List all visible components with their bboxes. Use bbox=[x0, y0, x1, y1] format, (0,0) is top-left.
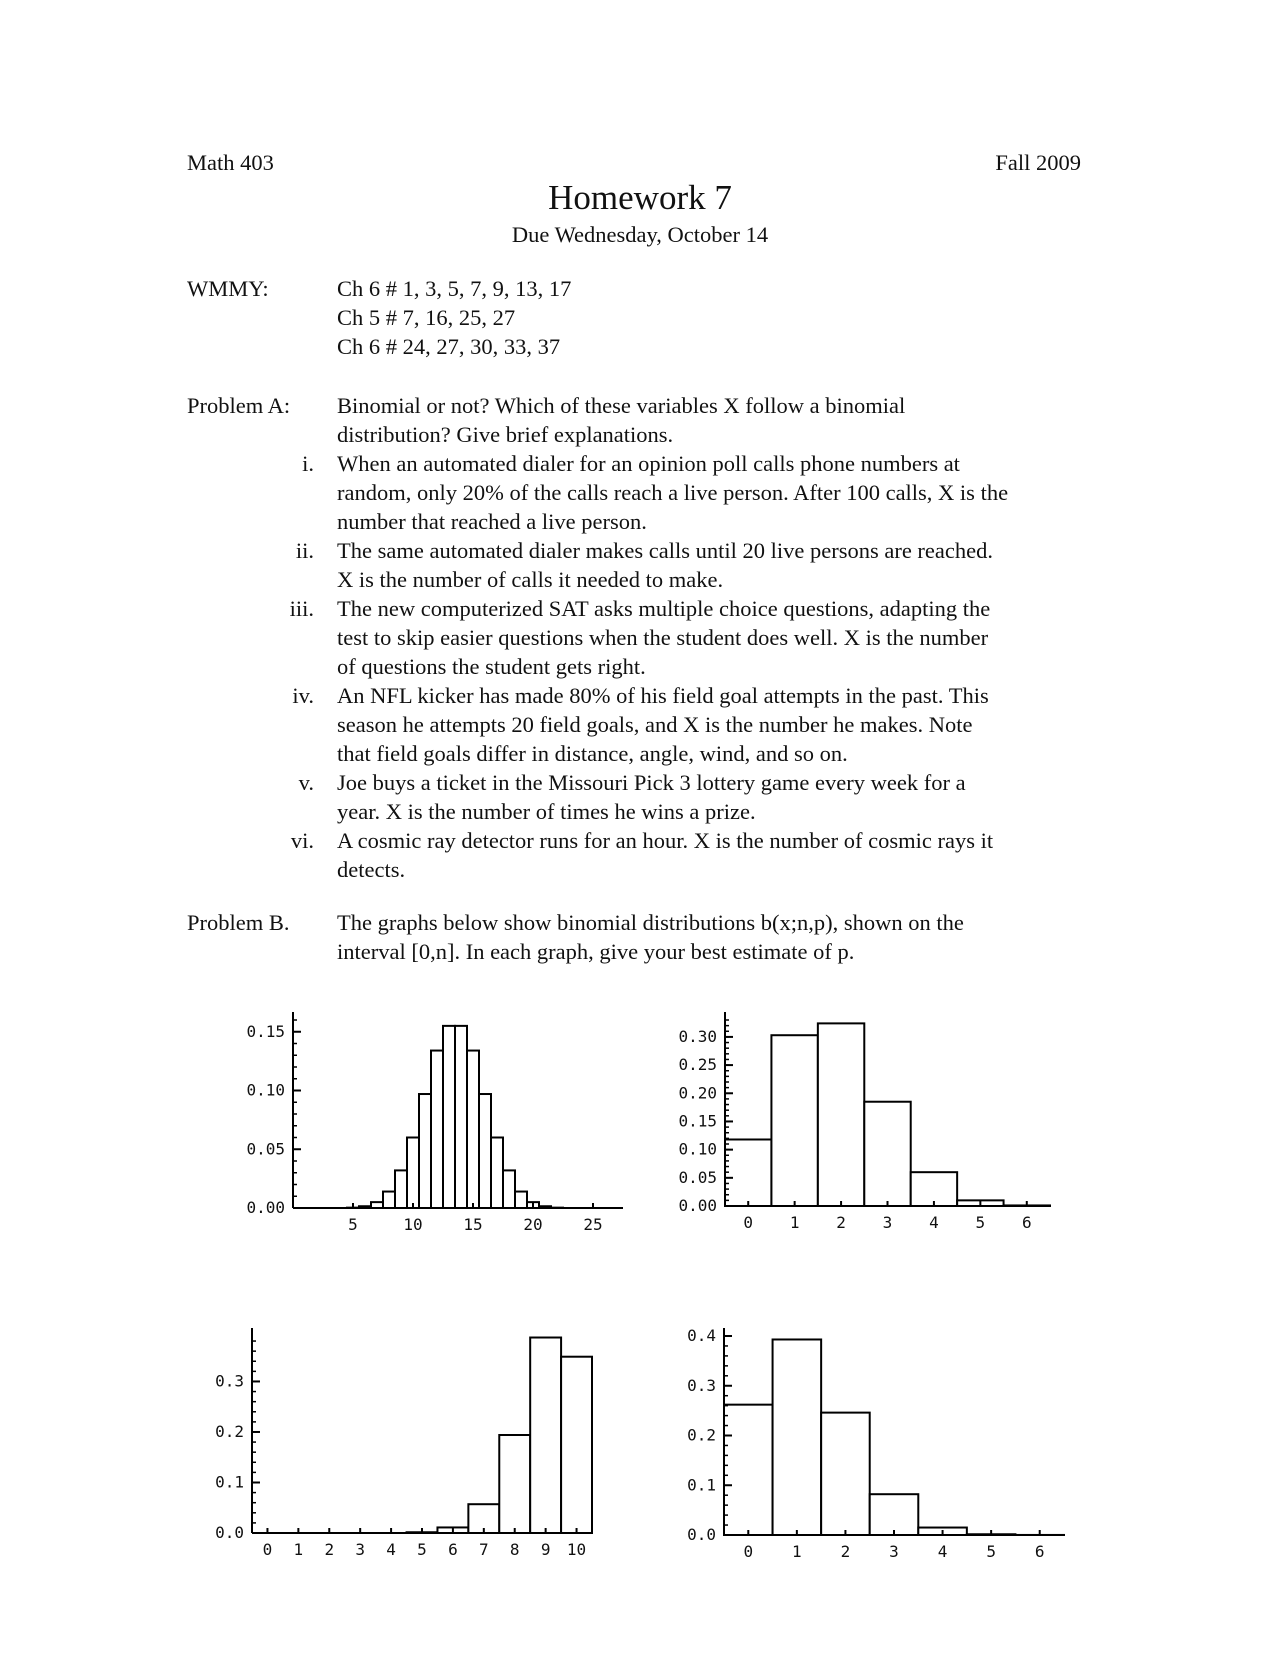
course-name: Math 403 bbox=[187, 150, 274, 175]
item-number: ii. bbox=[295, 538, 314, 563]
chart-binomial-3 bbox=[215, 1328, 592, 1559]
item-line: of questions the student gets right. bbox=[337, 654, 646, 679]
x-tick-label: 15 bbox=[463, 1215, 483, 1234]
x-tick-label: 6 bbox=[1034, 1542, 1045, 1561]
y-tick-label: 0.2 bbox=[687, 1425, 716, 1445]
bar bbox=[870, 1494, 919, 1535]
item-line: random, only 20% of the calls reach a live person. After 100 calls, X is the bbox=[337, 480, 1009, 505]
y-tick-label: 0.1 bbox=[215, 1472, 244, 1492]
y-tick-label: 0.15 bbox=[678, 1111, 717, 1131]
x-tick-label: 6 bbox=[1021, 1213, 1032, 1232]
x-tick-label: 5 bbox=[975, 1213, 986, 1232]
bar bbox=[561, 1357, 592, 1533]
x-tick-label: 10 bbox=[403, 1215, 423, 1234]
wmmy-line: Ch 5 # 7, 16, 25, 27 bbox=[337, 305, 516, 330]
item-line: season he attempts 20 field goals, and X is the number he makes. Note bbox=[337, 712, 973, 737]
bar bbox=[479, 1094, 491, 1208]
term: Fall 2009 bbox=[995, 150, 1081, 175]
problem-a-label: Problem A: bbox=[187, 393, 291, 418]
item-number: vi. bbox=[290, 828, 314, 853]
bar bbox=[407, 1138, 419, 1209]
y-tick-label: 0.15 bbox=[246, 1021, 285, 1041]
x-tick-label: 3 bbox=[882, 1213, 893, 1232]
wmmy-line: Ch 6 # 1, 3, 5, 7, 9, 13, 17 bbox=[337, 276, 572, 301]
x-tick-label: 3 bbox=[889, 1542, 899, 1561]
x-tick-label: 20 bbox=[523, 1215, 543, 1234]
y-tick-label: 0.25 bbox=[678, 1055, 717, 1075]
bar bbox=[864, 1102, 910, 1206]
y-tick-label: 0.05 bbox=[678, 1167, 717, 1187]
item-line: The new computerized SAT asks multiple choice questions, adapting the bbox=[337, 596, 991, 621]
bar bbox=[383, 1192, 395, 1208]
y-tick-label: 0.2 bbox=[215, 1421, 244, 1441]
problem-a-intro: distribution? Give brief explanations. bbox=[337, 422, 674, 447]
x-tick-label: 0 bbox=[743, 1213, 754, 1232]
bar bbox=[530, 1338, 561, 1533]
bar bbox=[503, 1170, 515, 1208]
y-tick-label: 0.30 bbox=[678, 1026, 717, 1046]
x-tick-label: 5 bbox=[417, 1540, 427, 1559]
bar bbox=[431, 1051, 443, 1208]
problem-b-line: The graphs below show binomial distributions b(x;n,p), shown on the bbox=[337, 910, 964, 935]
x-tick-label: 2 bbox=[840, 1542, 851, 1561]
item-line: When an automated dialer for an opinion poll calls phone numbers at bbox=[337, 451, 960, 476]
x-tick-label: 0 bbox=[262, 1540, 273, 1559]
item-line: An NFL kicker has made 80% of his field goal attempts in the past. This bbox=[337, 683, 989, 708]
y-tick-label: 0.20 bbox=[678, 1083, 717, 1103]
bar bbox=[491, 1138, 503, 1209]
bar bbox=[499, 1435, 530, 1533]
y-tick-label: 0.10 bbox=[678, 1139, 717, 1159]
y-tick-label: 0.3 bbox=[687, 1375, 716, 1395]
bar bbox=[443, 1026, 455, 1208]
item-line: number that reached a live person. bbox=[337, 509, 647, 534]
y-tick-label: 0.0 bbox=[687, 1525, 716, 1544]
problem-b-label: Problem B. bbox=[187, 910, 290, 935]
bar bbox=[773, 1339, 822, 1535]
bar bbox=[455, 1026, 467, 1208]
bar bbox=[821, 1413, 870, 1535]
bar bbox=[771, 1035, 817, 1206]
problem-b-line: interval [0,n]. In each graph, give your best estimate of p. bbox=[337, 939, 855, 964]
chart-binomial-1 bbox=[246, 1012, 623, 1234]
x-tick-label: 4 bbox=[937, 1542, 948, 1561]
y-tick-label: 0.4 bbox=[687, 1326, 716, 1345]
y-tick-label: 0.3 bbox=[215, 1371, 244, 1391]
x-tick-label: 2 bbox=[836, 1213, 846, 1232]
item-line: Joe buys a ticket in the Missouri Pick 3 lottery game every week for a bbox=[337, 770, 966, 795]
x-tick-label: 0 bbox=[743, 1542, 754, 1561]
x-tick-label: 1 bbox=[293, 1540, 304, 1559]
item-number: iv. bbox=[292, 683, 314, 708]
x-tick-label: 25 bbox=[583, 1215, 603, 1234]
due-date: Due Wednesday, October 14 bbox=[511, 222, 769, 247]
chart-binomial-4 bbox=[687, 1326, 1064, 1561]
item-line: year. X is the number of times he wins a prize. bbox=[337, 799, 756, 824]
x-tick-label: 6 bbox=[448, 1540, 458, 1559]
item-number: iii. bbox=[289, 596, 314, 621]
wmmy-label: WMMY: bbox=[187, 276, 269, 301]
y-tick-label: 0.05 bbox=[246, 1139, 285, 1159]
item-line: test to skip easier questions when the student does well. X is the number bbox=[337, 625, 989, 650]
x-tick-label: 1 bbox=[792, 1542, 802, 1561]
item-line: that field goals differ in distance, angle, wind, and so on. bbox=[337, 741, 848, 766]
bar bbox=[818, 1023, 864, 1206]
x-tick-label: 1 bbox=[789, 1213, 800, 1232]
bar bbox=[724, 1405, 773, 1535]
item-line: The same automated dialer makes calls until 20 live persons are reached. bbox=[337, 538, 993, 563]
y-tick-label: 0.10 bbox=[246, 1080, 285, 1100]
x-tick-label: 7 bbox=[478, 1540, 489, 1559]
bar bbox=[515, 1192, 527, 1208]
x-tick-label: 2 bbox=[324, 1540, 335, 1559]
y-tick-label: 0.1 bbox=[687, 1475, 716, 1495]
y-tick-label: 0.00 bbox=[678, 1196, 717, 1215]
x-tick-label: 5 bbox=[986, 1542, 996, 1561]
y-tick-label: 0.00 bbox=[246, 1198, 285, 1217]
x-tick-label: 10 bbox=[566, 1540, 587, 1559]
bar bbox=[911, 1172, 957, 1206]
chart-binomial-2 bbox=[678, 1012, 1050, 1232]
problem-a-intro: Binomial or not? Which of these variables X follow a binomial bbox=[337, 393, 906, 418]
bar bbox=[419, 1094, 431, 1208]
x-tick-label: 8 bbox=[509, 1540, 520, 1559]
item-line: X is the number of calls it needed to make. bbox=[337, 567, 724, 592]
wmmy-line: Ch 6 # 24, 27, 30, 33, 37 bbox=[337, 334, 561, 359]
item-line: detects. bbox=[337, 857, 406, 882]
x-tick-label: 4 bbox=[386, 1540, 396, 1559]
item-number: v. bbox=[298, 770, 314, 795]
x-tick-label: 3 bbox=[355, 1540, 366, 1559]
x-tick-label: 9 bbox=[540, 1540, 551, 1559]
x-tick-label: 5 bbox=[348, 1215, 358, 1234]
page-title: Homework 7 bbox=[548, 178, 732, 217]
item-number: i. bbox=[302, 451, 314, 476]
x-tick-label: 4 bbox=[929, 1213, 939, 1232]
bar bbox=[467, 1051, 479, 1208]
bar bbox=[395, 1170, 407, 1208]
y-tick-label: 0.0 bbox=[215, 1523, 244, 1542]
item-line: A cosmic ray detector runs for an hour. X is the number of cosmic rays it bbox=[337, 828, 994, 853]
